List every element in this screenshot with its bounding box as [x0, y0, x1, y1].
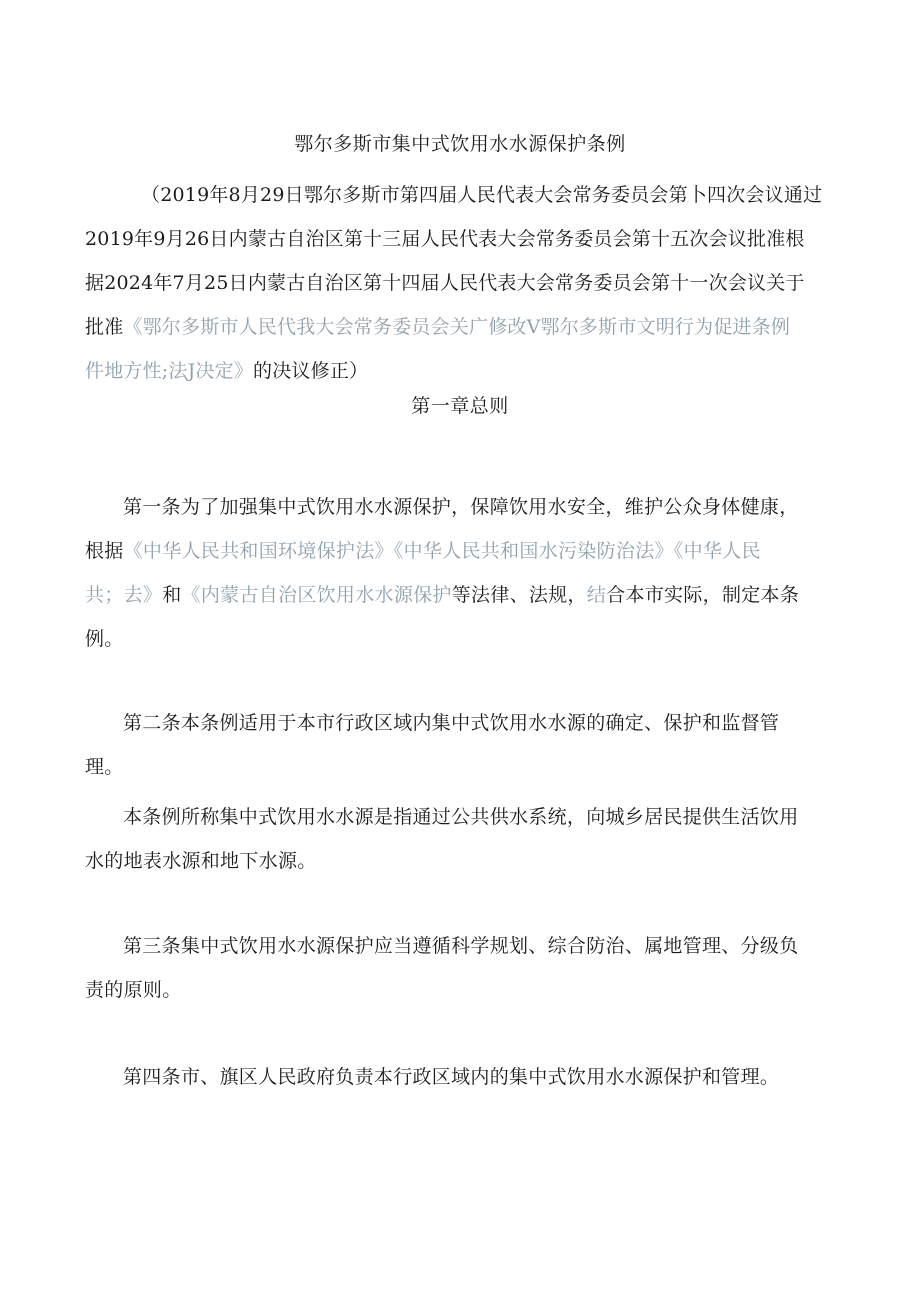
reference-text: 《中华人民共和国环境保护法》《中华人民共和国水污染防治法》《中华人民	[123, 540, 761, 562]
preamble-line: 据2024年7月25日内蒙古自治区第十四届人民代表大会常务委员会第十一次会议关于	[85, 272, 805, 294]
article-line	[85, 573, 830, 617]
article-line: 第四条市、旗区人民政府负责本行政区域内的集中式饮用水水源保护和管理。	[123, 1066, 780, 1088]
preamble-text: 的决议修正）	[253, 360, 369, 382]
article-line: 第二条本条例适用于本市行政区域内集中式饮用水水源的确定、保护和监督管	[123, 712, 780, 734]
preamble-line: （2019年8月29日鄂尔多斯市第四届人民代表大会常务委员会第卜四次会议通过	[141, 184, 823, 206]
article-4	[85, 1055, 830, 1099]
preamble-line	[85, 349, 830, 393]
preamble-text: 批准	[85, 316, 124, 338]
article-2-paragraph-2	[85, 795, 830, 883]
article-text: 和	[162, 584, 182, 606]
article-line: 例。	[85, 628, 124, 650]
reference-text: 《内蒙古自治区饮用水水源保护	[181, 584, 452, 606]
preamble-line: 2019年9月26日内蒙古自治区第十三届人民代表大会常务委员会第十五次会议批准根	[85, 228, 805, 250]
article-line: 水的地表水源和地下水源。	[85, 850, 317, 872]
article-text: 合本市实际，制定本条	[606, 584, 800, 606]
reference-text: 件地方性;法J决定》	[85, 360, 254, 382]
preamble-line	[85, 305, 830, 349]
article-2	[85, 701, 830, 789]
article-3	[85, 924, 830, 1012]
article-line: 本条例所称集中式饮用水水源是指通过公共供水系统，向城乡居民提供生活饮用	[123, 806, 799, 828]
article-line: 第一条为了加强集中式饮用水水源保护，保障饮用水安全，维护公众身体健康，	[123, 496, 799, 518]
article-text: 等法律、法规，	[451, 584, 587, 606]
article-1	[85, 485, 830, 661]
article-line	[85, 529, 830, 573]
chapter-heading: 第一章总则	[411, 395, 509, 417]
article-line: 第三条集中式饮用水水源保护应当遵循科学规划、综合防治、属地管理、分级负	[123, 935, 799, 957]
article-text: 根据	[85, 540, 124, 562]
article-line: 责的原则。	[85, 979, 182, 1001]
reference-text: 结	[586, 584, 607, 606]
document-title: 鄂尔多斯市集中式饮用水水源保护条例	[294, 133, 626, 155]
article-line: 理。	[85, 756, 124, 778]
reference-text: 共；去》	[85, 584, 163, 606]
reference-text: 《鄂尔多斯市人民代我大会常务委员会关广修改V鄂尔多斯市文明行为促进条例	[123, 316, 791, 338]
preamble	[85, 173, 830, 393]
